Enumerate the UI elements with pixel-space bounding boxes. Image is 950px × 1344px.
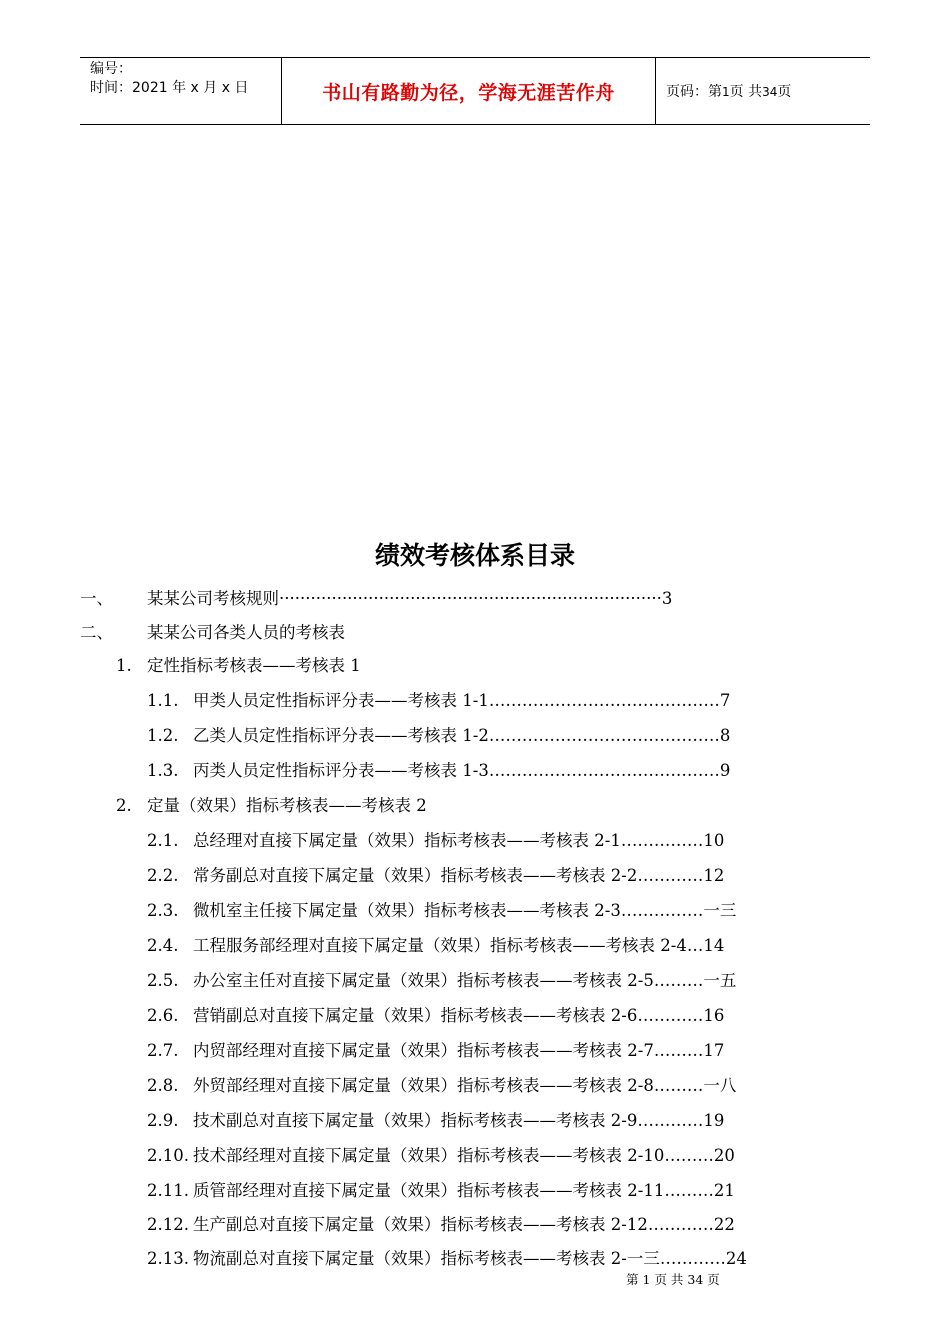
toc-page: 一五 [703, 971, 737, 990]
toc-number: 2.13. [147, 1249, 189, 1268]
toc-leader: ………… [637, 1006, 704, 1025]
document-date: 时间：2021 年 x 月 x 日 [90, 80, 249, 96]
toc-number: 2.2. [147, 866, 179, 885]
toc-number: 2.7. [147, 1041, 179, 1060]
toc-page: 一八 [703, 1076, 737, 1095]
toc-text: 常务副总对直接下属定量（效果）指标考核表——考核表 2-2 [193, 866, 638, 885]
page-mid: 页 共 [729, 84, 763, 100]
header-divider-right [655, 57, 656, 124]
toc-text: 总经理对直接下属定量（效果）指标考核表——考核表 2-1 [193, 831, 621, 850]
header-page-info [666, 81, 791, 101]
toc-number: 2.1. [147, 831, 179, 850]
toc-text: 乙类人员定性指标评分表——考核表 1-2 [193, 726, 489, 745]
toc-leader: ········································································· [279, 589, 662, 608]
toc-text: 外贸部经理对直接下属定量（效果）指标考核表——考核表 2-8 [193, 1076, 654, 1095]
footer-prefix: 第 [626, 1272, 639, 1287]
document-title: 绩效考核体系目录 [374, 541, 575, 570]
toc-text: 某某公司考核规则 [147, 589, 279, 608]
toc-leader: ……… [653, 971, 704, 990]
toc-text: 技术部经理对直接下属定量（效果）指标考核表——考核表 2-10 [193, 1146, 665, 1165]
toc-page: 22 [713, 1215, 735, 1234]
toc-number: 2.4. [147, 936, 179, 955]
toc-number: 1. [116, 656, 132, 675]
page-suffix: 页 [777, 84, 792, 100]
toc-number: 二、 [80, 623, 113, 642]
toc-text: 技术副总对直接下属定量（效果）指标考核表——考核表 2-9 [193, 1111, 638, 1130]
toc-leader: ………… [647, 1215, 714, 1234]
toc-leader: ………… [659, 1249, 726, 1268]
header-meta [90, 60, 248, 98]
toc-text: 定性指标考核表——考核表 1 [147, 656, 361, 675]
toc-number: 2.3. [147, 901, 179, 920]
toc-page: 12 [703, 866, 725, 885]
toc-number: 1.3. [147, 761, 179, 780]
toc-text: 某某公司各类人员的考核表 [147, 623, 345, 642]
toc-text: 生产副总对直接下属定量（效果）指标考核表——考核表 2-12 [193, 1215, 648, 1234]
document-number-label: 编号： [90, 61, 132, 77]
footer-suffix: 页 [707, 1272, 720, 1287]
toc-number: 2.11. [147, 1181, 189, 1200]
toc-page: 17 [703, 1041, 725, 1060]
toc-leader: ………… [637, 866, 704, 885]
toc-text: 质管部经理对直接下属定量（效果）指标考核表——考核表 2-11 [193, 1181, 665, 1200]
toc-leader: …………………………………… [488, 726, 720, 745]
toc-number: 2.6. [147, 1006, 179, 1025]
toc-page: 一三 [703, 901, 737, 920]
toc-page: 24 [725, 1249, 747, 1268]
toc-text: 内贸部经理对直接下属定量（效果）指标考核表——考核表 2-7 [193, 1041, 654, 1060]
toc-number: 2.5. [147, 971, 179, 990]
page-total: 34 [762, 85, 778, 99]
toc-number: 2.9. [147, 1111, 179, 1130]
toc-leader: … [686, 936, 704, 955]
toc-page: 19 [703, 1111, 725, 1130]
toc-text: 营销副总对直接下属定量（效果）指标考核表——考核表 2-6 [193, 1006, 638, 1025]
header-top-rule [80, 57, 870, 58]
toc-page: 21 [713, 1181, 735, 1200]
toc-number: 2.12. [147, 1215, 189, 1234]
toc-leader: ……… [664, 1146, 714, 1165]
toc-page: 7 [719, 691, 731, 710]
toc-leader: ……… [664, 1181, 714, 1200]
toc-text: 微机室主任接下属定量（效果）指标考核表——考核表 2-3 [193, 901, 621, 920]
toc-text: 定量（效果）指标考核表——考核表 2 [147, 796, 427, 815]
toc-text: 工程服务部经理对直接下属定量（效果）指标考核表——考核表 2-4 [193, 936, 687, 955]
toc-number: 一、 [80, 589, 113, 608]
toc-number: 1.1. [147, 691, 179, 710]
toc-leader: …………… [620, 901, 704, 920]
toc-number: 2. [116, 796, 132, 815]
toc-leader: …………………………………… [488, 761, 720, 780]
toc-leader: ……… [653, 1076, 704, 1095]
header-bottom-rule [80, 124, 870, 125]
toc-text: 物流副总对直接下属定量（效果）指标考核表——考核表 2-一三 [193, 1249, 660, 1268]
toc-text: 甲类人员定性指标评分表——考核表 1-1 [193, 691, 489, 710]
toc-text: 丙类人员定性指标评分表——考核表 1-3 [193, 761, 489, 780]
toc-leader: …………… [620, 831, 704, 850]
footer-mid: 页 共 [654, 1272, 684, 1287]
footer-total: 34 [687, 1272, 704, 1287]
page-footer [626, 1270, 720, 1288]
toc-leader: ………… [637, 1111, 704, 1130]
toc-page: 9 [719, 761, 731, 780]
header-motto: 书山有路勤为径，学海无涯苦作舟 [322, 82, 615, 104]
toc-page: 14 [703, 936, 725, 955]
toc-text: 办公室主任对直接下属定量（效果）指标考核表——考核表 2-5 [193, 971, 654, 990]
toc-leader: …………………………………… [488, 691, 720, 710]
toc-number: 2.10. [147, 1146, 189, 1165]
toc-number: 1.2. [147, 726, 179, 745]
toc-page: 10 [703, 831, 725, 850]
toc-number: 2.8. [147, 1076, 179, 1095]
page-current: 1 [722, 85, 730, 99]
toc-page: 16 [703, 1006, 725, 1025]
page-prefix: 页码：第 [666, 84, 722, 100]
toc-leader: ……… [653, 1041, 704, 1060]
footer-current: 1 [642, 1272, 651, 1287]
toc-page: 20 [713, 1146, 735, 1165]
toc-page: 3 [661, 589, 673, 608]
toc-page: 8 [719, 726, 731, 745]
